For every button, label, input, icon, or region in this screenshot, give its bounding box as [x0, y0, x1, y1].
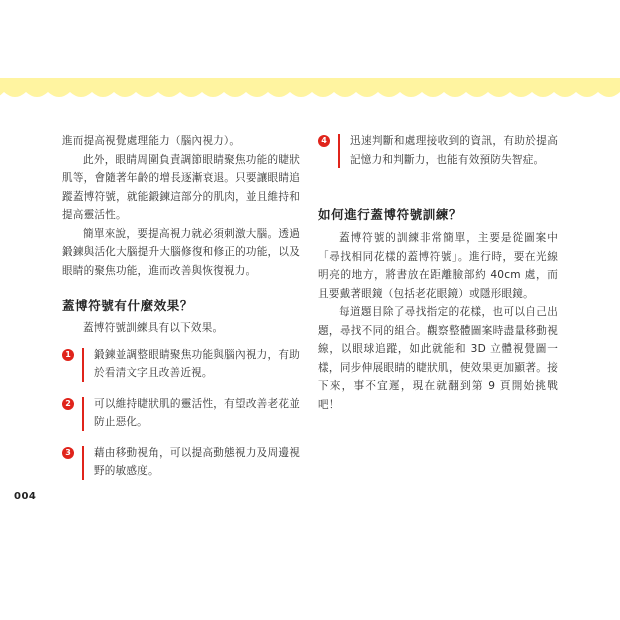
list-item-text: 可以維持睫狀肌的靈活性，有望改善老花並防止惡化。	[94, 397, 300, 428]
paragraph: 每道題目除了尋找指定的花樣，也可以自己出題，尋找不同的組合。觀察整體圖案時盡量移動視線，以眼球追蹤，如此就能和 3D 立體視覺圖一樣，同步伸展眼睛的睫狀肌，使效果更加顯著。接下來，事不宜遲，現在就翻到第 9 頁開始挑戰吧！	[318, 306, 558, 411]
paragraph: 此外，眼睛周圍負責調節眼睛聚焦功能的睫狀肌等，會隨著年齡的增長逐漸衰退。只要讓眼睛追蹤蓋博符號，就能鍛鍊這部分的肌肉，並且維持和提高靈活性。	[62, 153, 300, 221]
list-item	[62, 444, 300, 481]
paragraph: 簡單來說，要提高視力就必須刺激大腦。透過鍛鍊與活化大腦提升大腦修復和修正的功能，以及眼睛的聚焦功能，進而改善與恢復視力。	[62, 227, 300, 277]
list-item	[62, 346, 300, 383]
list-item-text: 迅速判斷和處理接收到的資訊，有助於提高記憶力和判斷力，也能有效預防失智症。	[350, 135, 558, 166]
page-number: 004	[14, 491, 37, 502]
red-bar-marker	[82, 446, 84, 480]
section-heading-effects: 蓋博符號有什麼效果？	[62, 298, 194, 313]
list-item-text: 藉由移動視角，可以提高動態視力及周邊視野的敏感度。	[94, 446, 300, 477]
left-column	[62, 132, 300, 481]
list-item-text: 鍛鍊並調整眼睛聚焦功能與腦內視力，有助於看清文字且改善近視。	[94, 348, 300, 379]
number-badge: 1	[62, 349, 74, 361]
paragraph: 蓋博符號訓練具有以下效果。	[83, 322, 224, 334]
number-badge: 3	[62, 447, 74, 459]
number-badge: 2	[62, 398, 74, 410]
red-bar-marker	[338, 134, 340, 168]
section-heading-how-to: 如何進行蓋博符號訓練？	[318, 207, 463, 222]
red-bar-marker	[82, 397, 84, 431]
list-item	[318, 132, 558, 169]
paragraph: 蓋博符號的訓練非常簡單，主要是從圖案中「尋找相同花樣的蓋博符號」。進行時，要在光線明亮的地方，將書放在距離臉部約 40cm 處，而且要戴著眼鏡（包括老花眼鏡）或隱形眼鏡。	[318, 232, 558, 300]
number-badge: 4	[318, 135, 330, 147]
red-bar-marker	[82, 348, 84, 382]
list-item	[62, 395, 300, 432]
right-column	[318, 132, 558, 414]
paragraph: 進而提高視覺處理能力（腦內視力）。	[62, 135, 241, 147]
